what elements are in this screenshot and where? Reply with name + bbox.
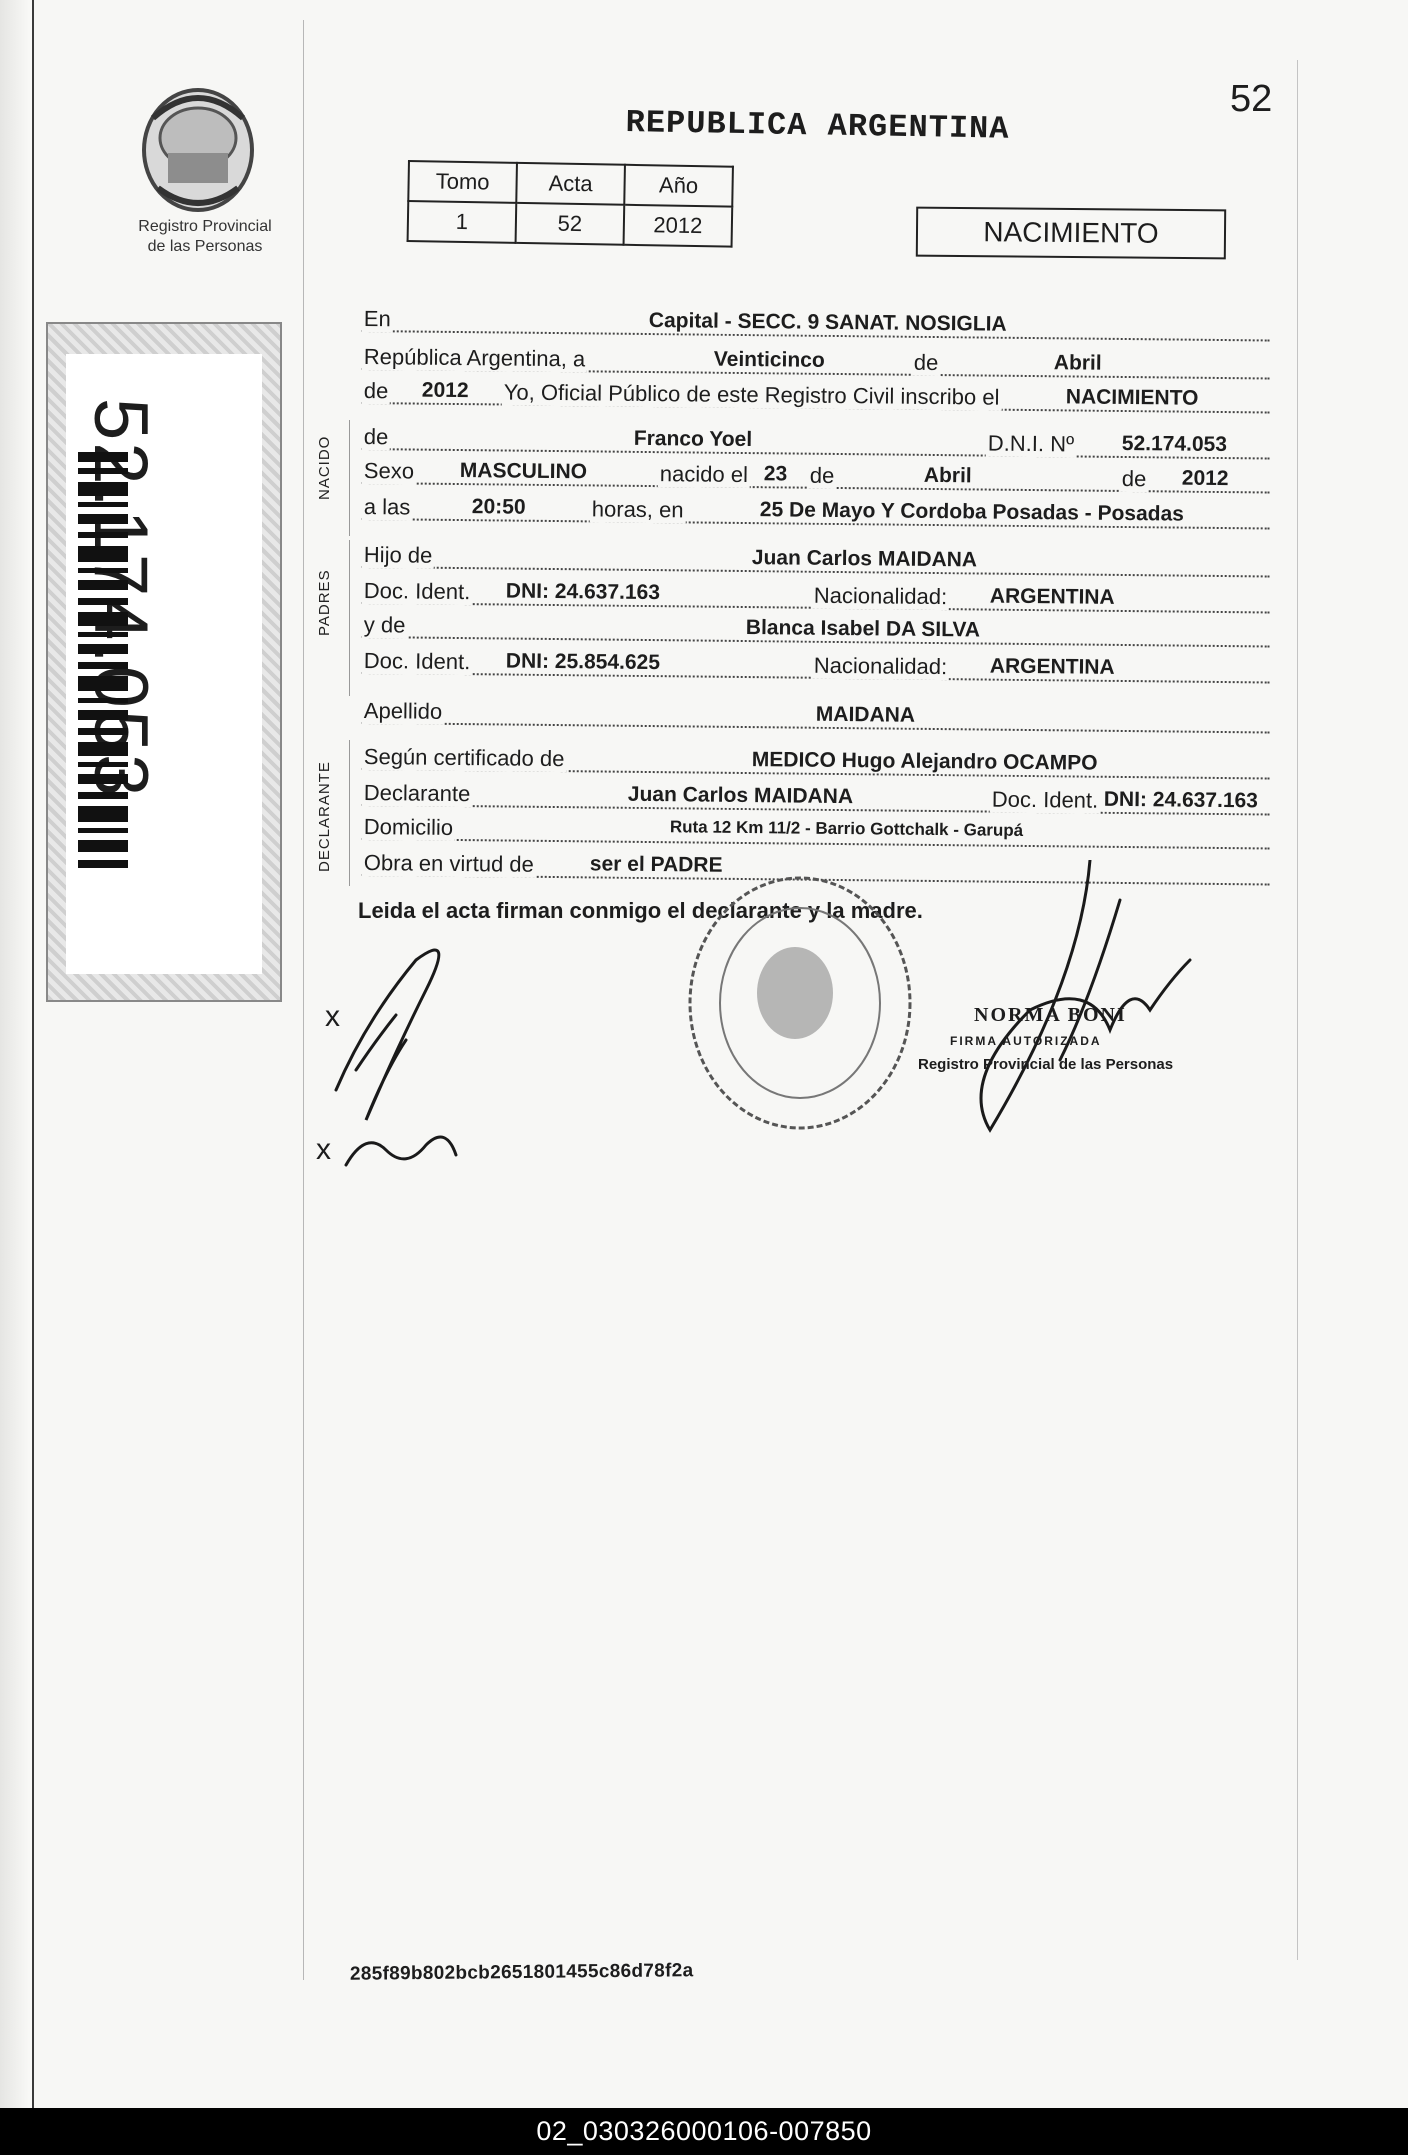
label-nacionalidad: Nacionalidad: [812, 653, 950, 680]
page-number: 52 [1230, 78, 1273, 120]
label-de: de [362, 378, 391, 404]
officer-name: NORMA BONI [974, 1004, 1127, 1026]
seal-caption: de las Personas [147, 238, 263, 255]
section-declarante: DECLARANTE [316, 761, 333, 872]
label-doc-ident: Doc. Ident. [362, 648, 473, 675]
label-republica: República Argentina, a [362, 344, 588, 372]
value-nacido-anio: 2012 [1180, 467, 1231, 492]
provincial-seal-icon [128, 78, 268, 218]
officer-signature-icon [940, 860, 1200, 1140]
footer-id-bar: 02_030326000106-007850 [0, 2108, 1408, 2155]
margin-rule-right [1297, 60, 1298, 1960]
value-hora: 20:50 [470, 495, 528, 520]
label-domicilio: Domicilio [362, 814, 456, 841]
label-de: de [808, 463, 837, 489]
value-dia: Veinticinco [712, 348, 827, 373]
value-padre-nacionalidad: ARGENTINA [988, 585, 1117, 610]
value-nacido-dia: 23 [762, 462, 790, 486]
label-nacido-el: nacido el [658, 461, 750, 488]
label-de: de [912, 350, 941, 376]
register-anio: 2012 [624, 205, 733, 247]
row-hora [362, 494, 1270, 538]
value-apellido: MAIDANA [814, 703, 917, 728]
value-dni: 52.174.053 [1120, 432, 1229, 457]
value-inscribo: NACIMIENTO [1064, 385, 1201, 410]
register-table [407, 160, 734, 248]
label-horas-en: horas, en [590, 496, 686, 523]
section-rule [349, 420, 350, 536]
label-en: En [362, 306, 393, 332]
row-apellido [362, 698, 1270, 742]
value-mes: Abril [1052, 351, 1104, 376]
label-obra: Obra en virtud de [362, 850, 536, 878]
signature-mark: x [325, 1000, 340, 1033]
value-lugar-inscripcion: Capital - SECC. 9 SANAT. NOSIGLIA [647, 309, 1009, 337]
value-padre: Juan Carlos MAIDANA [750, 546, 979, 572]
label-sexo: Sexo [362, 458, 416, 485]
label-declarante: Declarante [362, 780, 473, 807]
register-header-row [408, 161, 733, 207]
register-header-tomo: Tomo [408, 161, 517, 203]
register-header-acta: Acta [516, 163, 625, 205]
value-madre-doc: DNI: 25.854.625 [504, 649, 662, 675]
value-madre: Blanca Isabel DA SILVA [744, 616, 982, 642]
register-acta: 52 [516, 203, 625, 245]
label-de: de [362, 424, 391, 450]
value-declarante-doc: DNI: 24.637.163 [1102, 788, 1260, 814]
register-value-row [408, 201, 733, 247]
label-y-de: y de [362, 612, 408, 638]
scan-edge [0, 0, 34, 2108]
officer-office: Registro Provincial de las Personas [918, 1056, 1174, 1073]
act-type-box: NACIMIENTO [916, 207, 1226, 260]
section-rule [349, 540, 350, 696]
label-certificado: Según certificado de [362, 744, 567, 772]
value-madre-nacionalidad: ARGENTINA [988, 655, 1117, 680]
closing-statement: Leida el acta firman conmigo el declarante y la madre. [358, 898, 923, 923]
value-obra: ser el PADRE [588, 852, 725, 877]
label-doc-ident: Doc. Ident. [362, 578, 473, 605]
row-en [362, 306, 1270, 350]
value-anio: 2012 [420, 379, 471, 404]
label-nacionalidad: Nacionalidad: [812, 583, 950, 610]
value-domicilio: Ruta 12 Km 11/2 - Barrio Gottchalk - Garupá [668, 817, 1026, 841]
margin-rule [303, 20, 304, 1980]
label-yo-oficial: Yo, Oficial Público de este Registro Civil inscribo el [502, 379, 1002, 410]
document-title: REPUBLICA ARGENTINA [625, 104, 1010, 148]
label-dni: D.N.I. Nº [986, 431, 1077, 458]
label-doc-ident: Doc. Ident. [990, 787, 1101, 814]
declarant-signature-icon [306, 920, 476, 1180]
value-padre-doc: DNI: 24.637.163 [504, 579, 662, 605]
label-de: de [1120, 466, 1149, 492]
label-hijo-de: Hijo de [362, 542, 435, 569]
document-hash: 285f89b802bcb2651801455c86d78f2a [349, 1960, 694, 1985]
section-padres: PADRES [316, 569, 333, 636]
value-declarante: Juan Carlos MAIDANA [626, 783, 855, 809]
section-nacido: NACIDO [316, 435, 333, 500]
label-apellido: Apellido [362, 698, 445, 725]
officer-role: FIRMA AUTORIZADA [950, 1034, 1102, 1048]
value-lugar-nacimiento: 25 De Mayo Y Cordoba Posadas - Posadas [758, 498, 1186, 526]
label-a-las: a las [362, 494, 413, 521]
value-sexo: MASCULINO [458, 459, 589, 484]
seal-caption: Registro Provincial [138, 218, 272, 235]
register-tomo: 1 [408, 201, 517, 243]
value-certificado: MEDICO Hugo Alejandro OCAMPO [750, 748, 1100, 776]
signature-mark: x [316, 1133, 331, 1166]
value-nombre: Franco Yoel [632, 427, 755, 452]
value-nacido-mes: Abril [922, 464, 974, 489]
section-rule [349, 740, 350, 886]
row-madre-doc [362, 648, 1270, 692]
barcode-icon [78, 452, 128, 872]
official-stamp-icon [680, 868, 920, 1138]
register-header-anio: Año [624, 165, 733, 207]
